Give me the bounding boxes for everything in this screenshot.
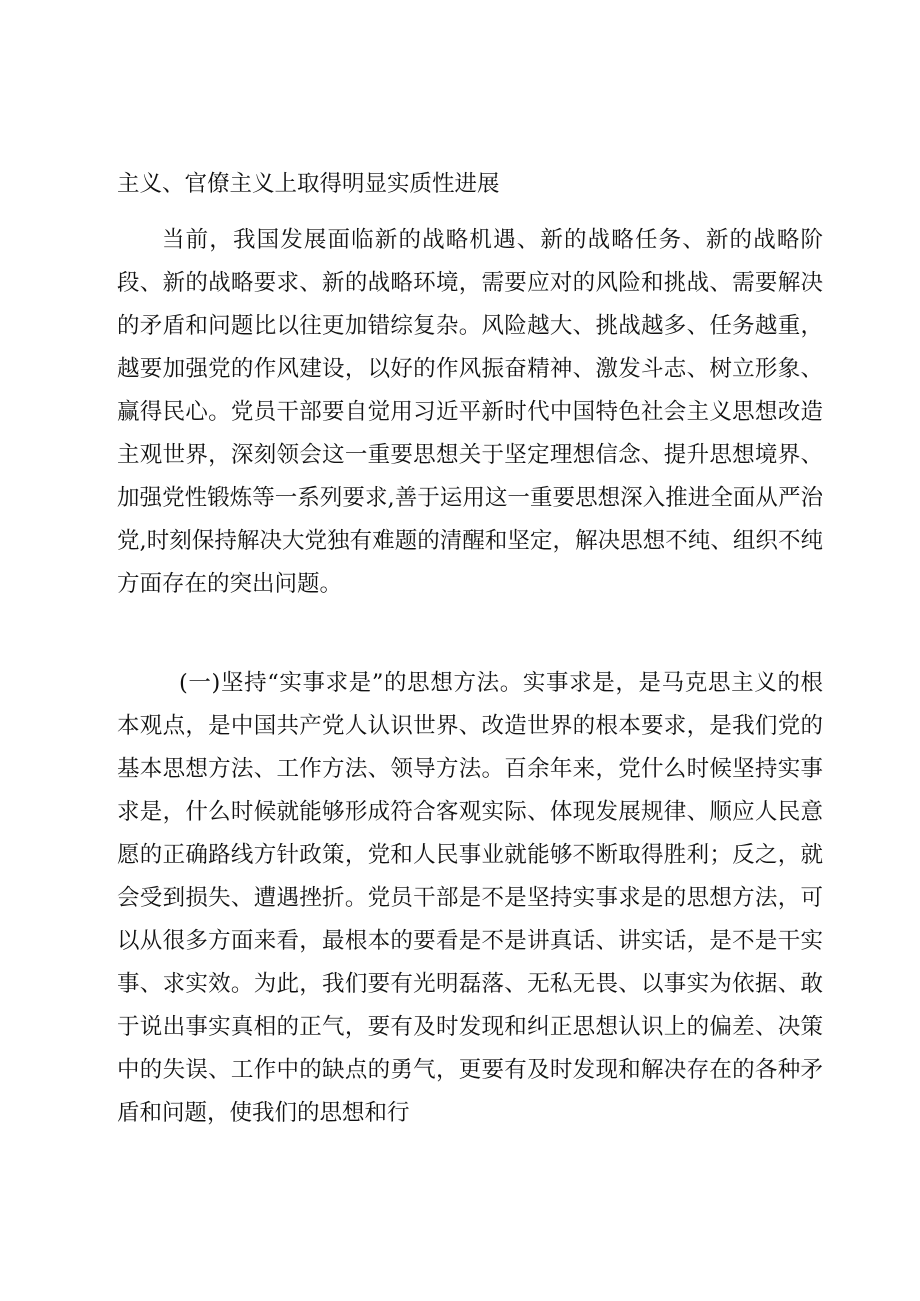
paragraph-current-situation: 当前，我国发展面临新的战略机遇、新的战略任务、新的战略阶段、新的战略要求、新的战略环境，需要应对的风险和挑战、需要解决的矛盾和问题比以往更加错综复杂。风险越大、挑战越多、任务越重，越要加强党的作风建设，以好的作风振奋精神、激发斗志、树立形象、赢得民心。党员干部要自觉用习近平新时代中国特色社会主义思想改造主观世界，深刻领会这一重要思想关于坚定理想信念、提升思想境界、加强党性锻炼等一系列要求,善于运用这一重要思想深入推进全面从严治党,时刻保持解决大党独有难题的清醒和坚定，解决思想不纯、组织不纯方面存在的突出问题。: [117, 227, 823, 597]
paragraph-seek-truth-from-facts: (一)坚持“实事求是”的思想方法。实事求是，是马克思主义的根本观点，是中国共产党人认识世界、改造世界的根本要求，是我们党的基本思想方法、工作方法、领导方法。百余年来，党什么时候坚持实事求是，什么时候就能够形成符合客观实际、体现发展规律、顺应人民意愿的正确路线方针政策，党和人民事业就能够不断取得胜利；反之，就会受到损失、遭遇挫折。党员干部是不是坚持实事求是的思想方法，可以从很多方面来看，最根本的要看是不是讲真话、讲实话，是不是干实事、求实效。为此，我们要有光明磊落、无私无畏、以事实为依据、敢于说出事实真相的正气，要有及时发现和纠正思想认识上的偏差、决策中的失误、工作中的缺点的勇气，更要有及时发现和解决存在的各种矛盾和问题，使我们的思想和行: [117, 670, 823, 1126]
continuation-line: 主义、官僚主义上取得明显实质性进展: [117, 171, 500, 197]
